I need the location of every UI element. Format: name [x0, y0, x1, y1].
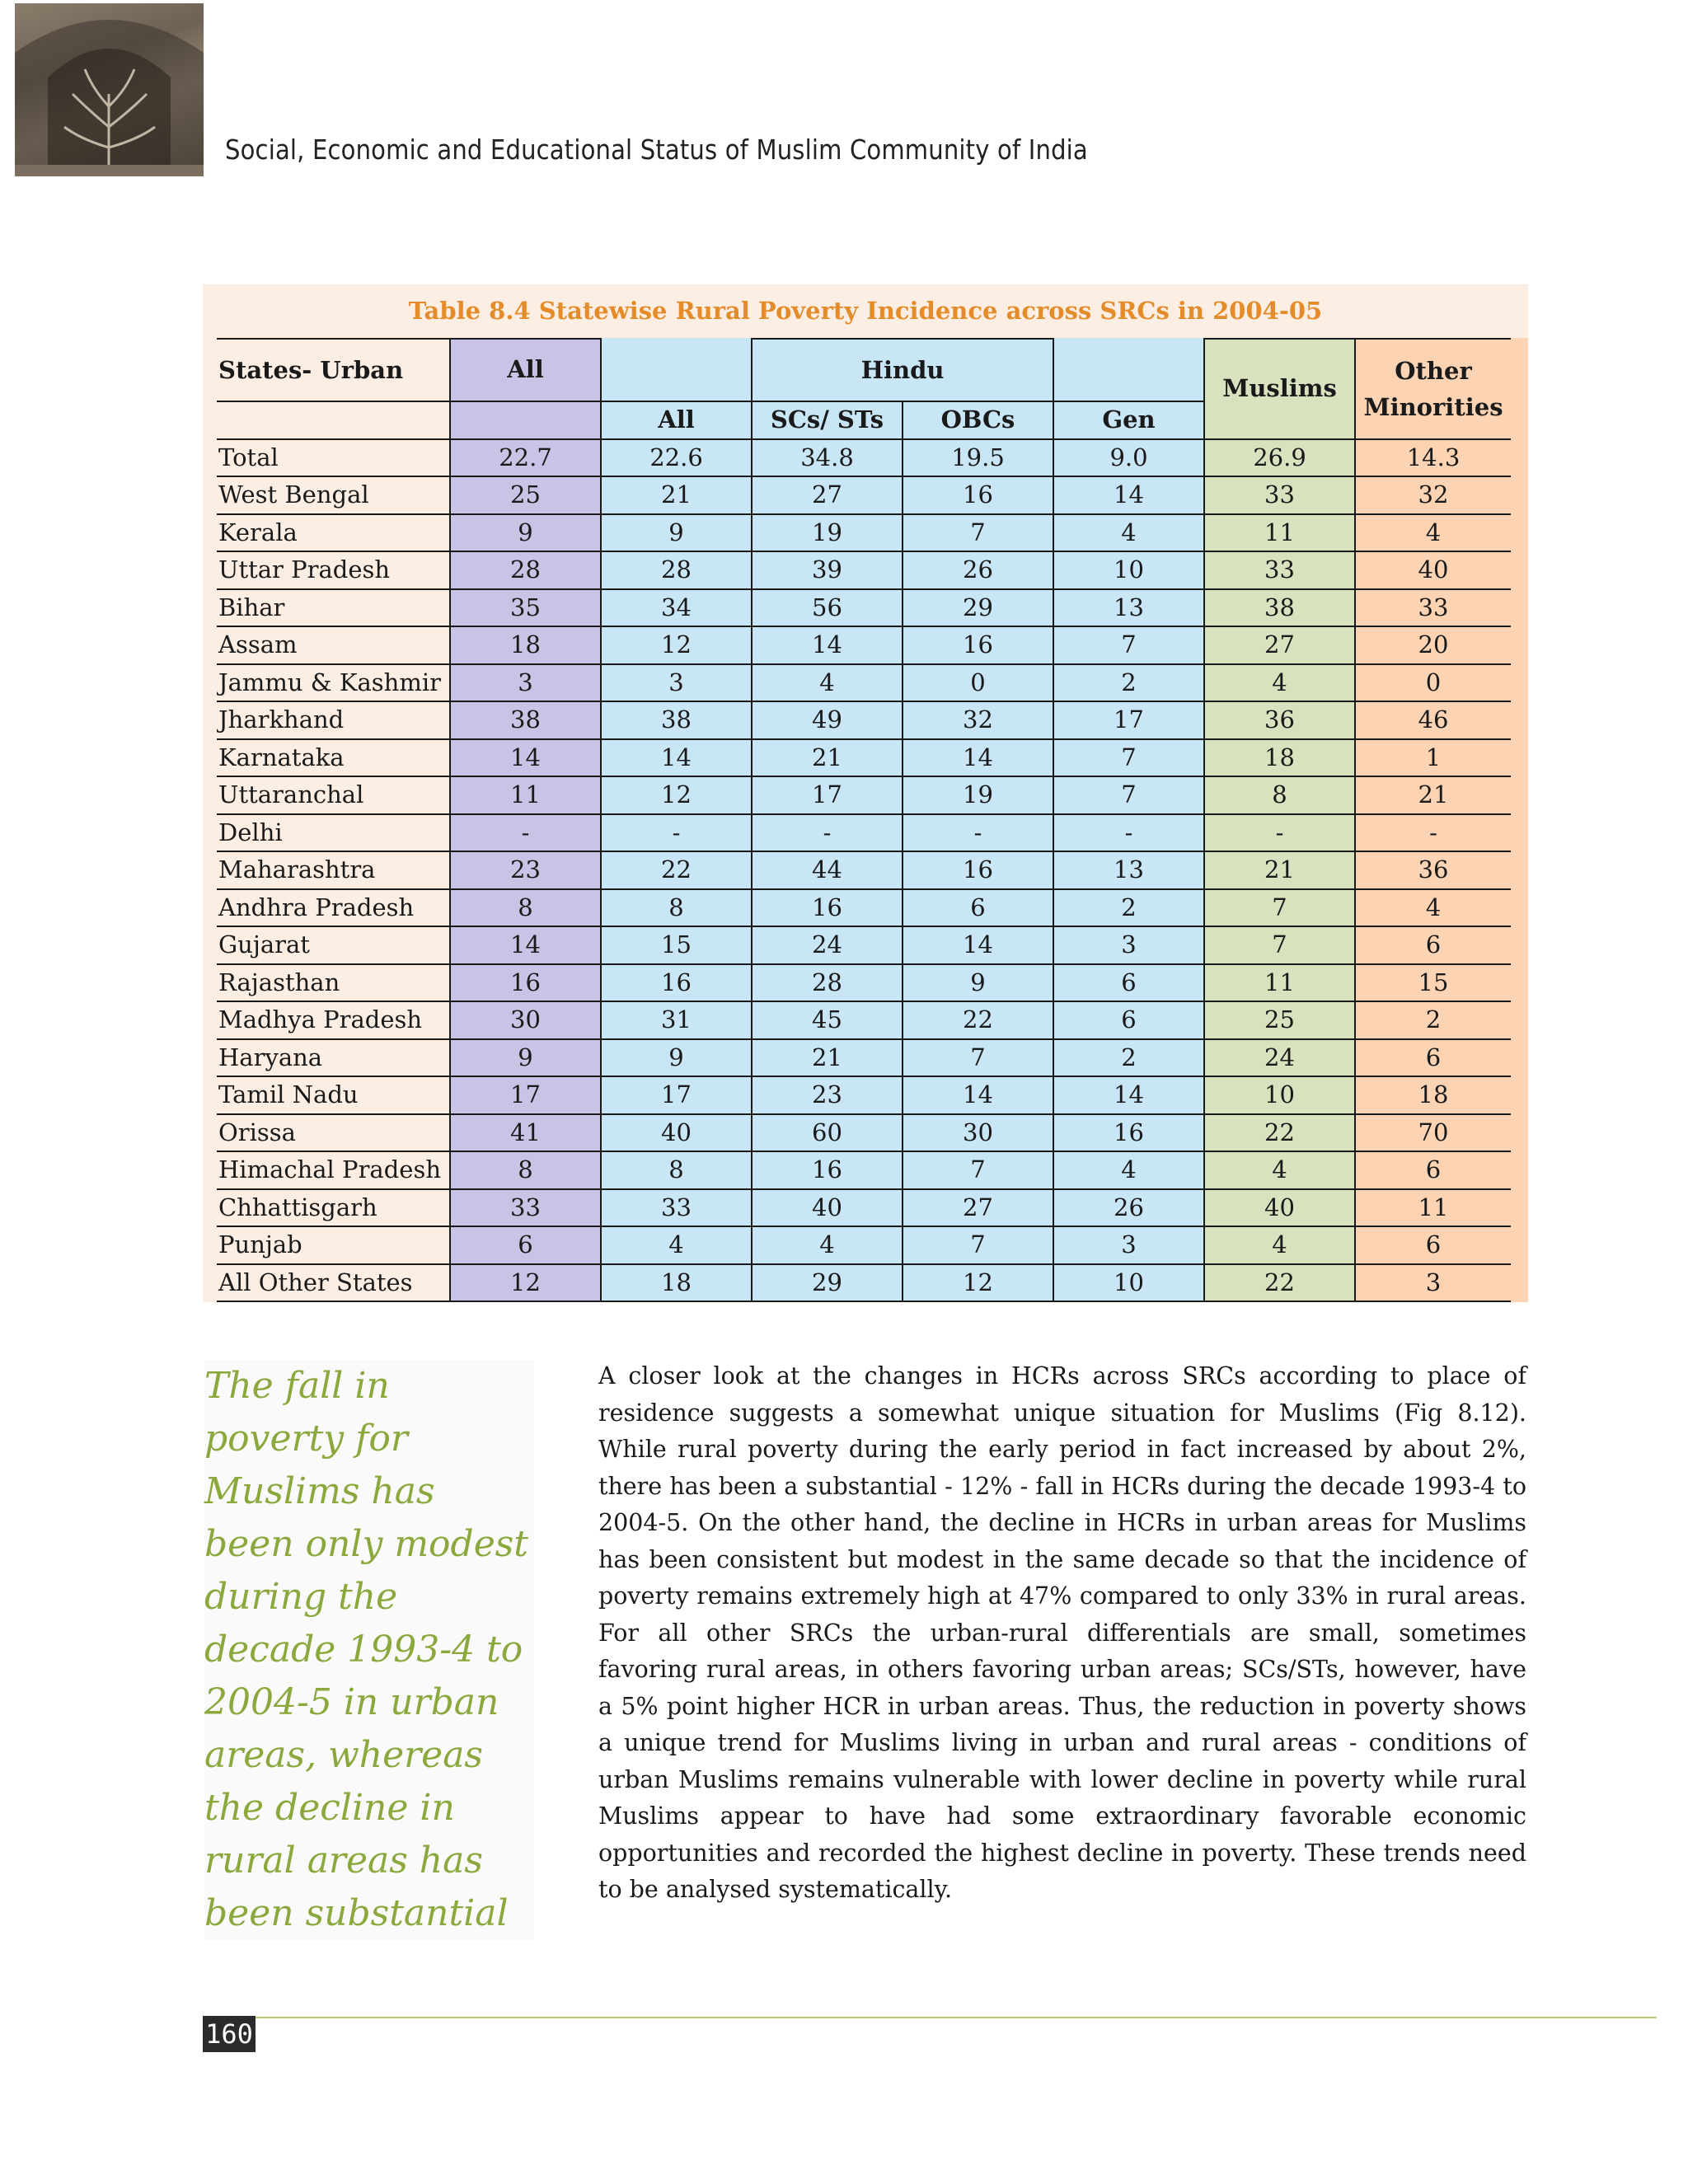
header-states: States- Urban: [217, 339, 450, 401]
value-cell: 15: [1355, 964, 1511, 1002]
value-cell: 2: [1053, 664, 1204, 702]
value-cell: 7: [1053, 626, 1204, 664]
value-cell: 3: [601, 664, 752, 702]
value-cell: 4: [752, 1226, 903, 1264]
header-hindu-blank-right: [1053, 339, 1204, 401]
value-cell: 20: [1355, 626, 1511, 664]
state-name-cell: Total: [217, 439, 450, 477]
value-cell: 17: [1053, 701, 1204, 739]
value-cell: 46: [1355, 701, 1511, 739]
pull-quote: The fall in poverty for Muslims has been only modest during the decade 1993-4 to 2004-5 in urban areas, whereas the decline in rural areas has been substantial: [204, 1360, 534, 1940]
value-cell: 27: [752, 476, 903, 514]
value-cell: 19: [903, 776, 1053, 814]
table-row: [217, 589, 1511, 627]
header-other-line2: Minorities: [1363, 392, 1503, 421]
value-cell: 25: [1204, 1001, 1355, 1039]
state-name-cell: Bihar: [217, 589, 450, 627]
value-cell: 22: [903, 1001, 1053, 1039]
state-name-cell: Uttaranchal: [217, 776, 450, 814]
state-name-cell: Andhra Pradesh: [217, 889, 450, 927]
value-cell: 16: [903, 851, 1053, 889]
value-cell: 18: [1204, 739, 1355, 777]
value-cell: 12: [903, 1264, 1053, 1302]
value-cell: 2: [1053, 1039, 1204, 1077]
value-cell: 8: [450, 1151, 601, 1189]
value-cell: 17: [601, 1076, 752, 1114]
value-cell: 16: [601, 964, 752, 1002]
value-cell: 32: [903, 701, 1053, 739]
value-cell: 0: [1355, 664, 1511, 702]
value-cell: 14: [903, 1076, 1053, 1114]
table-body: [217, 439, 1511, 1302]
state-name-cell: Madhya Pradesh: [217, 1001, 450, 1039]
value-cell: 4: [1204, 1226, 1355, 1264]
value-cell: 18: [1355, 1076, 1511, 1114]
state-name-cell: Uttar Pradesh: [217, 551, 450, 589]
value-cell: 23: [450, 851, 601, 889]
state-name-cell: Haryana: [217, 1039, 450, 1077]
value-cell: 38: [1204, 589, 1355, 627]
value-cell: 18: [450, 626, 601, 664]
table-row: [217, 1001, 1511, 1039]
value-cell: 22.6: [601, 439, 752, 477]
state-name-cell: Kerala: [217, 514, 450, 552]
value-cell: 4: [1355, 889, 1511, 927]
value-cell: 38: [601, 701, 752, 739]
value-cell: 22.7: [450, 439, 601, 477]
carved-window-illustration: [15, 3, 204, 176]
value-cell: 2: [1355, 1001, 1511, 1039]
value-cell: 6: [1053, 1001, 1204, 1039]
table-row: [217, 439, 1511, 477]
value-cell: 2: [1053, 889, 1204, 927]
header-hindu-group: Hindu: [752, 339, 1053, 401]
value-cell: 24: [752, 926, 903, 964]
value-cell: 6: [1355, 1151, 1511, 1189]
state-name-cell: Orissa: [217, 1114, 450, 1152]
value-cell: 21: [752, 739, 903, 777]
table-caption: Table 8.4 Statewise Rural Poverty Incidence across SRCs in 2004-05: [408, 297, 1323, 325]
value-cell: 33: [1204, 476, 1355, 514]
table-row: [217, 926, 1511, 964]
state-name-cell: Punjab: [217, 1226, 450, 1264]
value-cell: 22: [601, 851, 752, 889]
value-cell: 12: [601, 776, 752, 814]
state-name-cell: Chhattisgarh: [217, 1189, 450, 1227]
value-cell: 9: [601, 1039, 752, 1077]
value-cell: 7: [903, 1226, 1053, 1264]
value-cell: 14: [1053, 476, 1204, 514]
value-cell: -: [450, 814, 601, 852]
value-cell: 18: [601, 1264, 752, 1302]
state-name-cell: Himachal Pradesh: [217, 1151, 450, 1189]
value-cell: 14: [903, 739, 1053, 777]
value-cell: 7: [1053, 739, 1204, 777]
value-cell: 30: [450, 1001, 601, 1039]
value-cell: 21: [1204, 851, 1355, 889]
value-cell: 13: [1053, 851, 1204, 889]
state-name-cell: West Bengal: [217, 476, 450, 514]
value-cell: 22: [1204, 1114, 1355, 1152]
value-cell: 9: [601, 514, 752, 552]
value-cell: 16: [903, 626, 1053, 664]
value-cell: 10: [1204, 1076, 1355, 1114]
value-cell: 3: [1053, 1226, 1204, 1264]
value-cell: 30: [903, 1114, 1053, 1152]
value-cell: 6: [1355, 926, 1511, 964]
value-cell: 21: [601, 476, 752, 514]
value-cell: 8: [1204, 776, 1355, 814]
value-cell: 11: [1355, 1189, 1511, 1227]
value-cell: 17: [450, 1076, 601, 1114]
value-cell: 44: [752, 851, 903, 889]
value-cell: 31: [601, 1001, 752, 1039]
table-row: [217, 551, 1511, 589]
value-cell: 4: [752, 664, 903, 702]
value-cell: 6: [450, 1226, 601, 1264]
value-cell: 3: [450, 664, 601, 702]
value-cell: 40: [601, 1114, 752, 1152]
value-cell: 3: [1053, 926, 1204, 964]
value-cell: 14: [450, 739, 601, 777]
value-cell: 35: [450, 589, 601, 627]
value-cell: 22: [1204, 1264, 1355, 1302]
value-cell: 33: [601, 1189, 752, 1227]
value-cell: 26.9: [1204, 439, 1355, 477]
value-cell: 4: [1053, 514, 1204, 552]
table-row: [217, 1151, 1511, 1189]
header-decorative-image: [15, 3, 204, 176]
value-cell: 26: [1053, 1189, 1204, 1227]
value-cell: 0: [903, 664, 1053, 702]
value-cell: 16: [1053, 1114, 1204, 1152]
value-cell: 9: [450, 514, 601, 552]
state-name-cell: Jammu & Kashmir: [217, 664, 450, 702]
value-cell: 28: [752, 964, 903, 1002]
table-row: [217, 1076, 1511, 1114]
value-cell: 49: [752, 701, 903, 739]
value-cell: 8: [601, 889, 752, 927]
table-row: [217, 626, 1511, 664]
value-cell: 34.8: [752, 439, 903, 477]
value-cell: 36: [1204, 701, 1355, 739]
value-cell: 39: [752, 551, 903, 589]
value-cell: 3: [1355, 1264, 1511, 1302]
value-cell: 33: [1204, 551, 1355, 589]
page-number: 160: [203, 2016, 256, 2052]
value-cell: 10: [1053, 1264, 1204, 1302]
running-header-title: Social, Economic and Educational Status of Muslim Community of India: [225, 134, 1088, 166]
table-row: [217, 664, 1511, 702]
value-cell: 11: [1204, 964, 1355, 1002]
value-cell: 4: [1355, 514, 1511, 552]
value-cell: 16: [903, 476, 1053, 514]
state-name-cell: Jharkhand: [217, 701, 450, 739]
table-row: [217, 851, 1511, 889]
value-cell: 56: [752, 589, 903, 627]
table-row: [217, 814, 1511, 852]
value-cell: 45: [752, 1001, 903, 1039]
table-row: [217, 776, 1511, 814]
table-row: [217, 1264, 1511, 1302]
value-cell: 8: [450, 889, 601, 927]
table-row: [217, 889, 1511, 927]
value-cell: 14: [450, 926, 601, 964]
value-cell: 25: [450, 476, 601, 514]
value-cell: 16: [450, 964, 601, 1002]
table-row: [217, 1114, 1511, 1152]
value-cell: 13: [1053, 589, 1204, 627]
value-cell: 27: [903, 1189, 1053, 1227]
value-cell: -: [1053, 814, 1204, 852]
state-name-cell: Tamil Nadu: [217, 1076, 450, 1114]
value-cell: 7: [903, 1151, 1053, 1189]
value-cell: 29: [903, 589, 1053, 627]
value-cell: 4: [601, 1226, 752, 1264]
header-hindu-blank-left: [601, 339, 752, 401]
value-cell: 15: [601, 926, 752, 964]
header-spacer-state: [217, 401, 450, 439]
header-scst: SCs/ STs: [752, 401, 903, 439]
table-row: [217, 1226, 1511, 1264]
value-cell: 6: [1355, 1226, 1511, 1264]
table-row: [217, 476, 1511, 514]
poverty-incidence-table: [217, 338, 1511, 1302]
value-cell: 23: [752, 1076, 903, 1114]
value-cell: -: [1355, 814, 1511, 852]
value-cell: 4: [1053, 1151, 1204, 1189]
value-cell: 29: [752, 1264, 903, 1302]
value-cell: 16: [752, 889, 903, 927]
value-cell: 26: [903, 551, 1053, 589]
header-gen: Gen: [1053, 401, 1204, 439]
value-cell: 32: [1355, 476, 1511, 514]
value-cell: 9: [903, 964, 1053, 1002]
value-cell: 19: [752, 514, 903, 552]
table-row: [217, 964, 1511, 1002]
value-cell: -: [903, 814, 1053, 852]
value-cell: 6: [903, 889, 1053, 927]
value-cell: 41: [450, 1114, 601, 1152]
value-cell: 14: [1053, 1076, 1204, 1114]
value-cell: 7: [1204, 926, 1355, 964]
value-cell: 60: [752, 1114, 903, 1152]
value-cell: 9.0: [1053, 439, 1204, 477]
value-cell: 14: [903, 926, 1053, 964]
value-cell: 40: [752, 1189, 903, 1227]
value-cell: 14: [601, 739, 752, 777]
header-spacer-all: [450, 401, 601, 439]
value-cell: 36: [1355, 851, 1511, 889]
value-cell: 16: [752, 1151, 903, 1189]
state-name-cell: Delhi: [217, 814, 450, 852]
value-cell: 7: [1053, 776, 1204, 814]
value-cell: 12: [601, 626, 752, 664]
value-cell: -: [752, 814, 903, 852]
value-cell: 6: [1053, 964, 1204, 1002]
state-name-cell: Maharashtra: [217, 851, 450, 889]
value-cell: 33: [450, 1189, 601, 1227]
header-other-minorities: [1355, 339, 1511, 439]
value-cell: 28: [450, 551, 601, 589]
value-cell: 27: [1204, 626, 1355, 664]
header-all: All: [450, 339, 601, 401]
table-row: [217, 1039, 1511, 1077]
value-cell: 4: [1204, 664, 1355, 702]
state-name-cell: Assam: [217, 626, 450, 664]
value-cell: 38: [450, 701, 601, 739]
value-cell: 70: [1355, 1114, 1511, 1152]
body-paragraph: A closer look at the changes in HCRs across SRCs according to place of residence suggests a somewhat unique situation for Muslims (Fig 8.12). While rural poverty during the early period in fact increased by about 2%, there has been a substantial - 12% - fall in HCRs during the decade 1993-4 to 2004-5. On the other hand, the decline in HCRs in urban areas for Muslims has been consistent but modest in the same decade so that the incidence of poverty remains extremely high at 47% compared to only 33% in rural areas. For all other SRCs the urban-rural differentials are small, sometimes favoring rural areas, in others favoring urban areas; SCs/STs, however, have a 5% point higher HCR in urban areas. Thus, the reduction in poverty shows a unique trend for Muslims living in urban and rural areas - conditions of urban Muslims remains vulnerable with lower decline in poverty while rural Muslims appear to have had some extraordinary favorable economic opportunities and recorded the highest decline in poverty. These trends need to be analysed systematically.: [598, 1362, 1526, 1903]
value-cell: 40: [1204, 1189, 1355, 1227]
table-row: [217, 739, 1511, 777]
value-cell: 9: [450, 1039, 601, 1077]
value-cell: 8: [601, 1151, 752, 1189]
value-cell: 34: [601, 589, 752, 627]
value-cell: -: [1204, 814, 1355, 852]
value-cell: 21: [752, 1039, 903, 1077]
value-cell: 1: [1355, 739, 1511, 777]
value-cell: 7: [903, 1039, 1053, 1077]
value-cell: 11: [1204, 514, 1355, 552]
header-muslims: Muslims: [1204, 339, 1355, 439]
value-cell: 14.3: [1355, 439, 1511, 477]
value-cell: 7: [903, 514, 1053, 552]
value-cell: 28: [601, 551, 752, 589]
value-cell: 17: [752, 776, 903, 814]
value-cell: 11: [450, 776, 601, 814]
state-name-cell: All Other States: [217, 1264, 450, 1302]
value-cell: 21: [1355, 776, 1511, 814]
table-row: [217, 514, 1511, 552]
value-cell: 40: [1355, 551, 1511, 589]
value-cell: 14: [752, 626, 903, 664]
value-cell: -: [601, 814, 752, 852]
footer-rule: [256, 2017, 1657, 2018]
state-name-cell: Rajasthan: [217, 964, 450, 1002]
value-cell: 24: [1204, 1039, 1355, 1077]
value-cell: 7: [1204, 889, 1355, 927]
table-row: [217, 1189, 1511, 1227]
value-cell: 4: [1204, 1151, 1355, 1189]
value-cell: 12: [450, 1264, 601, 1302]
table-row: [217, 701, 1511, 739]
state-name-cell: Gujarat: [217, 926, 450, 964]
header-other-line1: Other: [1395, 356, 1472, 385]
header-hindu-all: All: [601, 401, 752, 439]
value-cell: 6: [1355, 1039, 1511, 1077]
header-obcs: OBCs: [903, 401, 1053, 439]
value-cell: 10: [1053, 551, 1204, 589]
value-cell: 19.5: [903, 439, 1053, 477]
state-name-cell: Karnataka: [217, 739, 450, 777]
value-cell: 33: [1355, 589, 1511, 627]
